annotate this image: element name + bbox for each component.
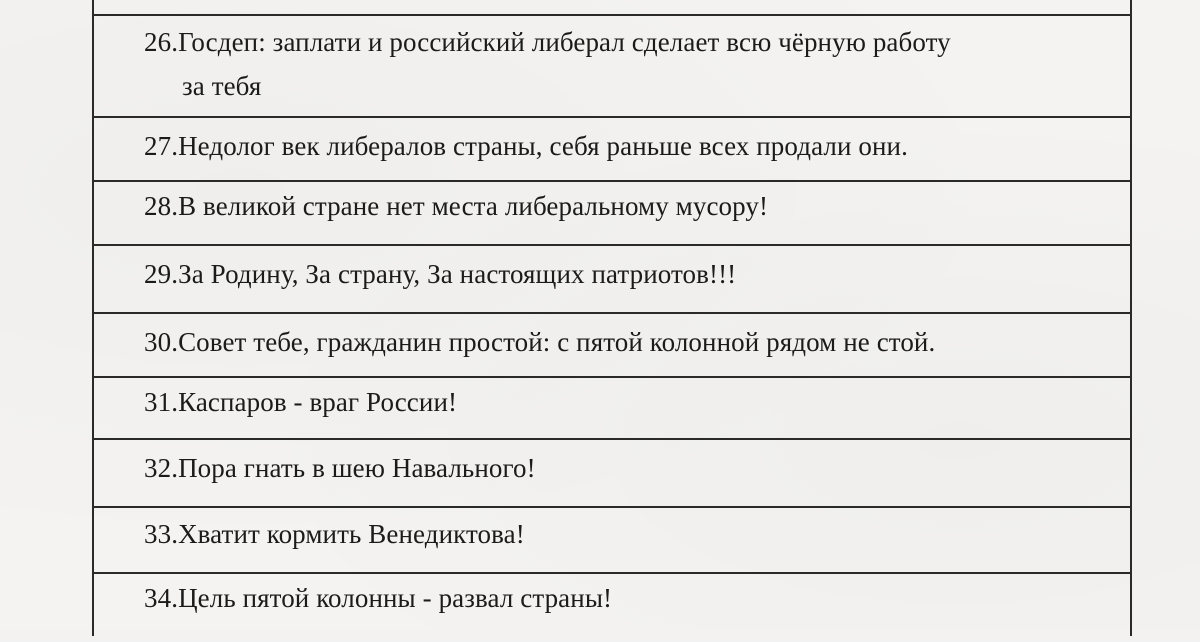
row-number: 29. [144,259,179,289]
row-slogan: За Родину, За страну, За настоящих патриотов!!! [178,259,737,289]
row-slogan: Хватит кормить Венедиктова! [178,519,525,549]
table-row [94,376,1130,438]
row-number: 34. [144,583,179,613]
row-number: 26. [144,27,179,57]
table-cell-text [144,20,951,108]
row-slogan: В великой стране нет места либеральному мусору! [178,191,769,221]
row-number: 27. [144,131,179,161]
row-number: 30. [144,327,179,357]
table-cell-text [144,380,457,424]
row-number: 28. [144,191,179,221]
row-slogan: Пора гнать в шею Навального! [178,453,536,483]
row-slogan: Каспаров - враг России! [178,387,458,417]
row-slogan: Недолог век либералов страны, себя раньше всех продали они. [178,131,908,161]
table-cell-text [144,320,935,364]
table-row [94,572,1130,642]
table-cell-text [144,446,536,490]
row-number: 31. [144,387,179,417]
row-slogan: Госдеп: заплати и российский либерал сделает всю чёрную работу [178,27,951,57]
row-slogan: Совет тебе, гражданин простой: с пятой колонной рядом не стой. [178,327,936,357]
row-number: 32. [144,453,179,483]
row-number: 33. [144,519,179,549]
row-slogan-continuation: за тебя [182,71,262,101]
table-cell-text [144,512,525,556]
table-cell-text [144,124,908,168]
table-row [94,180,1130,244]
table-cell-text [144,576,612,620]
table-row [94,244,1130,312]
table-cell-text [144,252,736,296]
table-row [94,438,1130,506]
table-cell-text [144,184,768,228]
table-row [94,506,1130,572]
table-row [94,14,1130,116]
table-row [94,116,1130,180]
slogan-table [92,0,1132,636]
row-slogan: Цель пятой колонны - развал страны! [178,583,613,613]
table-row [94,312,1130,376]
